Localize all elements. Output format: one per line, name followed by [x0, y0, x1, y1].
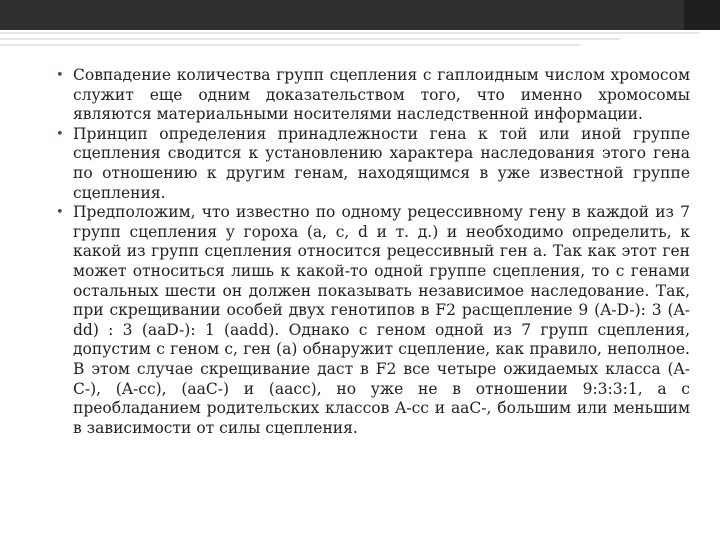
- stripe: [0, 44, 580, 46]
- stripe: [0, 38, 620, 40]
- bullet-item: [56, 203, 690, 438]
- bullet-text: Принцип определения принадлежности гена к той или иной группе сцепления сводится к установлению характера наследования этого гена по отношению к другим генам, находящимся в уже известной группе сцепления.: [73, 124, 690, 202]
- bullet-item: [56, 125, 690, 203]
- bullet-icon: •: [56, 126, 64, 142]
- slide-body: [56, 66, 690, 438]
- title-bar-accent: [684, 0, 720, 30]
- stripe: [0, 32, 700, 34]
- title-bar: [0, 0, 720, 30]
- bullet-text: Предположим, что известно по одному рецессивному гену в каждой из 7 групп сцепления у гороха (a, c, d и т. д.) и необходимо определить, к какой из групп сцепления относится рецессивный ген a. Так как этот ген может относиться лишь к какой-то одной группе сцепления, то с генами остальных шести он должен показывать независимое наследование. Так, при скрещивании особей двух генотипов в F2 расщепление 9 (A-D-): 3 (A-dd) : 3 (aaD-): 1 (aadd). Однако с геном одной из 7 групп сцепления, допустим с геном c, ген (a) обнаружит сцепление, как правило, неполное. В этом случае скрещивание даст в F2 все четыре ожидаемых класса (A-C-), (A-cc), (aaC-) и (aacc), но уже не в отношении 9:3:3:1, а с преобладанием родительских классов A-cc и aaC-, большим или меньшим в зависимости от силы сцепления.: [73, 203, 690, 437]
- bullet-list: [56, 66, 690, 438]
- bullet-icon: •: [56, 68, 64, 83]
- decorative-stripes: [0, 30, 720, 52]
- bullet-item: [56, 66, 690, 125]
- bullet-text: Совпадение количества групп сцепления с гаплоидным числом хромосом служит еще одним доказательством того, что именно хромосомы являются материальными носителями наследственной информации.: [73, 66, 690, 124]
- bullet-icon: •: [56, 205, 64, 221]
